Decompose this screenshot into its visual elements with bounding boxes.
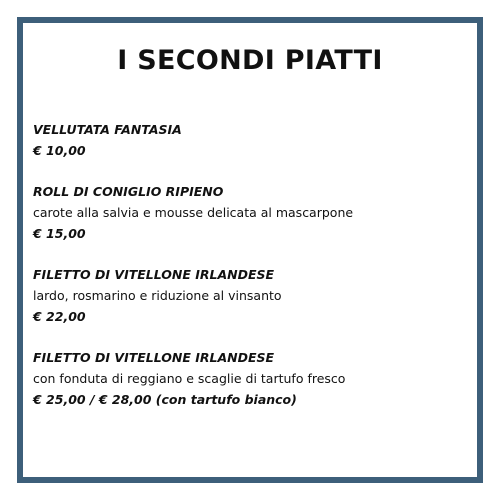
menu-item-vellutata [33,119,471,161]
menu-item-filetto-vinsanto [33,264,471,327]
menu-item-price: € 25,00 / € 28,00 (con tartufo bianco) [33,392,297,407]
menu-item-filetto-tartufo [33,347,471,410]
menu-item-name: VELLUTATA FANTASIA [33,122,182,137]
menu-items-list [33,119,471,430]
menu-item-description: con fonduta di reggiano e scaglie di tartufo fresco [33,371,346,386]
menu-item-price: € 15,00 [33,226,86,241]
menu-item-price: € 22,00 [33,309,86,324]
menu-item-name: FILETTO DI VITELLONE IRLANDESE [33,267,275,282]
menu-item-price: € 10,00 [33,143,86,158]
menu-item-description: carote alla salvia e mousse delicata al mascarpone [33,205,354,220]
menu-item-name: ROLL DI CONIGLIO RIPIENO [33,184,224,199]
menu-item-name: FILETTO DI VITELLONE IRLANDESE [33,350,275,365]
menu-title: I SECONDI PIATTI [117,45,383,76]
menu-item-description: lardo, rosmarino e riduzione al vinsanto [33,288,282,303]
menu-card [17,17,483,483]
menu-item-roll-coniglio [33,181,471,244]
